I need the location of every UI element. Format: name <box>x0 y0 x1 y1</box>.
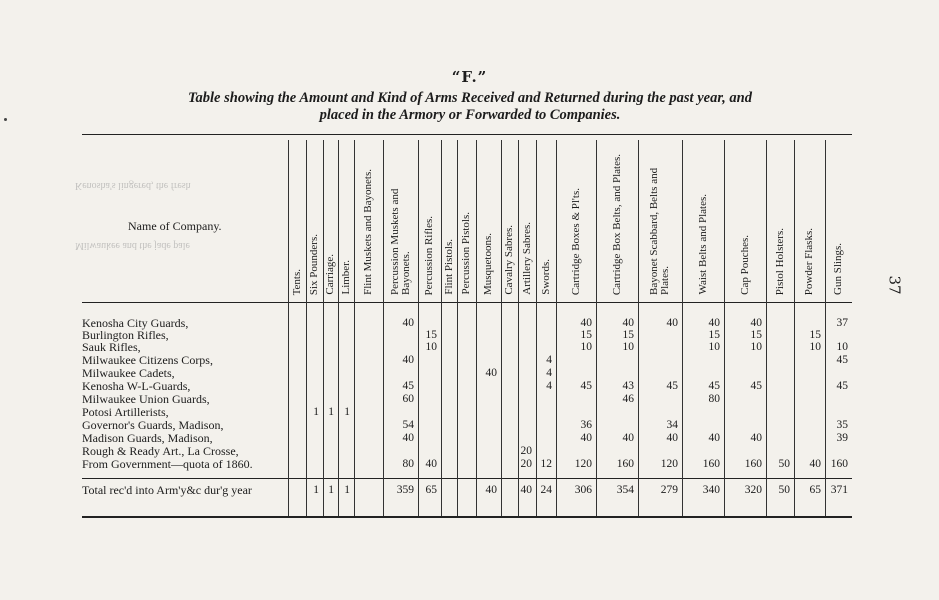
table-cell: 4 <box>546 367 552 379</box>
table-cell: 15 <box>809 329 821 341</box>
table-cell: 37 <box>836 317 848 329</box>
column-header-label: Percussion Rifles. <box>423 215 435 295</box>
top-rule <box>82 134 852 135</box>
column-header-label: Pistol Holsters. <box>773 227 786 295</box>
total-rule <box>82 478 852 479</box>
column-header-label: Cartridge Boxes & Pl'ts. <box>569 187 582 295</box>
table-cell: 1 <box>344 484 350 496</box>
table-cell: 160 <box>702 458 720 470</box>
table-cell: 40 <box>485 367 497 379</box>
table-cell: 354 <box>616 484 634 496</box>
table-cell: 15 <box>580 329 592 341</box>
table-cell: 43 <box>622 380 634 392</box>
table-cell: 10 <box>580 341 592 353</box>
table-cell: 40 <box>809 458 821 470</box>
table-cell: 320 <box>744 484 762 496</box>
column-header <box>556 145 596 295</box>
column-header <box>596 145 638 295</box>
table-cell: 160 <box>616 458 634 470</box>
table-cell: 40 <box>402 317 414 329</box>
table-cell: 12 <box>540 458 552 470</box>
table-cell: 40 <box>750 317 762 329</box>
table-cell: 20 <box>520 445 532 457</box>
table-cell: 4 <box>546 380 552 392</box>
table-cell: 39 <box>836 432 848 444</box>
table-cell: 1 <box>328 406 334 418</box>
column-header-label: Artillery Sabres. <box>520 222 533 295</box>
column-header-label: Waist Belts and Plates. <box>696 194 709 295</box>
table-cell: 4 <box>546 354 552 366</box>
column-header <box>638 145 682 295</box>
table-row-name: Milwaukee Union Guards, <box>82 392 210 406</box>
column-header-label: Percussion Muskets and Bayonets. <box>388 188 412 295</box>
table-cell: 24 <box>540 484 552 496</box>
column-header-label: Flint Pistols. <box>442 239 455 295</box>
bleed-through-text-2: Milwaukee and the jade pale <box>75 240 190 251</box>
column-header <box>418 145 441 295</box>
table-cell: 1 <box>328 484 334 496</box>
table-cell: 54 <box>402 419 414 431</box>
table-cell: 40 <box>425 458 437 470</box>
table-row-name: Kenosha W-L-Guards, <box>82 379 191 393</box>
column-header <box>501 145 518 295</box>
table-cell: 306 <box>574 484 592 496</box>
table-cell: 40 <box>580 317 592 329</box>
table-row-name: Madison Guards, Madison, <box>82 431 213 445</box>
column-header <box>724 145 766 295</box>
table-cell: 40 <box>666 432 678 444</box>
column-header-label: Tents. <box>290 268 303 295</box>
table-cell: 1 <box>313 484 319 496</box>
column-header <box>518 145 536 295</box>
table-cell: 40 <box>750 432 762 444</box>
column-header <box>476 145 501 295</box>
table-cell: 160 <box>744 458 762 470</box>
column-header-label: Flint Muskets and Bayonets. <box>362 169 374 295</box>
table-cell: 50 <box>778 458 790 470</box>
table-label: “F.” <box>451 68 488 86</box>
table-cell: 371 <box>830 484 848 496</box>
table-cell: 40 <box>708 432 720 444</box>
table-cell: 40 <box>622 432 634 444</box>
table-cell: 45 <box>750 380 762 392</box>
column-header <box>457 145 476 295</box>
table-cell: 15 <box>750 329 762 341</box>
table-cell: 40 <box>520 484 532 496</box>
column-header <box>288 145 306 295</box>
bottom-rule <box>82 516 852 518</box>
header-rule <box>82 302 852 303</box>
table-row-name: Potosi Artillerists, <box>82 405 169 419</box>
column-header-label: Musquetoons. <box>482 232 494 295</box>
table-row-name: From Government—quota of 1860. <box>82 457 253 471</box>
column-header-label: Cap Pouches. <box>738 235 751 295</box>
table-cell: 120 <box>660 458 678 470</box>
table-cell: 120 <box>574 458 592 470</box>
table-cell: 15 <box>708 329 720 341</box>
table-row-name: Milwaukee Citizens Corps, <box>82 353 213 367</box>
table-row-name: Rough & Ready Art., La Crosse, <box>82 444 239 458</box>
column-header <box>306 145 323 295</box>
total-row-name: Total rec'd into Arm'y&c dur'g year <box>82 483 252 497</box>
table-cell: 10 <box>750 341 762 353</box>
bleed-through-text-1: Kenosha's lingered, the fresh <box>75 180 191 191</box>
table-cell: 20 <box>520 458 532 470</box>
table-cell: 65 <box>425 484 437 496</box>
table-cell: 36 <box>580 419 592 431</box>
table-cell: 40 <box>580 432 592 444</box>
table-cell: 45 <box>836 380 848 392</box>
table-cell: 40 <box>666 317 678 329</box>
table-cell: 46 <box>622 393 634 405</box>
table-caption <box>70 90 870 124</box>
table-cell: 10 <box>425 341 437 353</box>
table-cell: 40 <box>402 432 414 444</box>
column-header-label: Gun Slings. <box>832 243 844 295</box>
column-header-label: Bayonet Scabbard, Belts and Plates. <box>648 167 671 295</box>
table-cell: 65 <box>809 484 821 496</box>
table-cell: 40 <box>402 354 414 366</box>
table-cell: 15 <box>622 329 634 341</box>
table-cell: 45 <box>836 354 848 366</box>
column-header-label: Cartridge Box Belts, and Plates. <box>610 153 623 295</box>
table-row-name: Governor's Guards, Madison, <box>82 418 224 432</box>
caption-line-1: Table showing the Amount and Kind of Arms Received and Returned during the past year, and <box>188 90 752 106</box>
page-number: 37 <box>885 275 904 295</box>
table-cell: 279 <box>660 484 678 496</box>
table-cell: 80 <box>402 458 414 470</box>
table-cell: 359 <box>396 484 414 496</box>
table-cell: 40 <box>485 484 497 496</box>
table-cell: 10 <box>836 341 848 353</box>
column-header-label: Six Pounders. <box>308 233 320 295</box>
column-header <box>766 145 794 295</box>
table-cell: 35 <box>836 419 848 431</box>
table-cell: 1 <box>313 406 319 418</box>
table-cell: 40 <box>622 317 634 329</box>
table-cell: 45 <box>708 380 720 392</box>
column-header <box>354 145 383 295</box>
table-cell: 60 <box>402 393 414 405</box>
table-row-name: Milwaukee Cadets, <box>82 366 175 380</box>
table-cell: 80 <box>708 393 720 405</box>
table-cell: 45 <box>580 380 592 392</box>
table-cell: 45 <box>666 380 678 392</box>
column-header <box>825 145 852 295</box>
table-cell: 10 <box>708 341 720 353</box>
column-header <box>323 145 338 295</box>
column-header <box>383 145 418 295</box>
table-cell: 10 <box>809 341 821 353</box>
column-header <box>536 145 556 295</box>
column-header <box>441 145 457 295</box>
caption-line-2: placed in the Armory or Forwarded to Companies. <box>319 107 621 123</box>
column-header <box>682 145 724 295</box>
table-cell: 40 <box>708 317 720 329</box>
column-header-label: Carriage. <box>324 254 336 295</box>
table-cell: 10 <box>622 341 634 353</box>
table-cell: 50 <box>778 484 790 496</box>
table-row-name: Kenosha City Guards, <box>82 316 189 330</box>
table-cell: 340 <box>702 484 720 496</box>
column-header-label: Cavalry Sabres. <box>503 225 515 295</box>
column-header-label: Limber. <box>339 260 352 295</box>
table-row-name: Sauk Rifles, <box>82 340 141 354</box>
column-header <box>338 145 354 295</box>
table-cell: 34 <box>666 419 678 431</box>
table-cell: 15 <box>425 329 437 341</box>
column-header <box>794 145 825 295</box>
name-of-company-header: Name of Company. <box>128 219 222 233</box>
table-cell: 1 <box>344 406 350 418</box>
column-header-label: Powder Flasks. <box>803 227 815 295</box>
table-row-name: Burlington Rifles, <box>82 328 169 342</box>
column-header-label: Percussion Pistols. <box>460 212 472 295</box>
table-cell: 160 <box>830 458 848 470</box>
ink-speck <box>4 118 7 121</box>
column-header-label: Swords. <box>539 259 552 295</box>
table-cell: 45 <box>402 380 414 392</box>
